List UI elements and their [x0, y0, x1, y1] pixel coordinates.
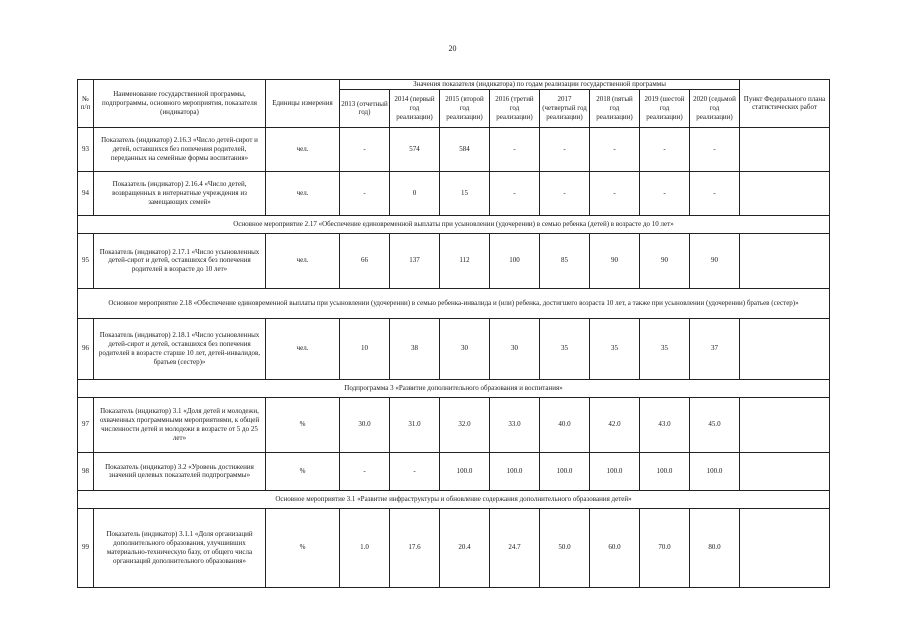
row-value: - [640, 171, 690, 215]
row-value: - [590, 127, 640, 171]
row-value: 37 [690, 318, 740, 379]
row-value: 33.0 [490, 397, 540, 452]
row-value: - [590, 171, 640, 215]
row-value: 100.0 [640, 452, 690, 490]
row-value: - [490, 127, 540, 171]
row-value: - [340, 127, 390, 171]
row-num: 97 [78, 397, 94, 452]
row-value: 60.0 [590, 508, 640, 587]
table-row [78, 171, 830, 215]
table-row [78, 508, 830, 587]
row-value: 43.0 [640, 397, 690, 452]
section-row [78, 379, 830, 397]
row-value: 90 [640, 233, 690, 288]
row-value: 30.0 [340, 397, 390, 452]
row-name: Показатель (индикатор) 2.18.1 «Число усыновленных детей-сирот и детей, оставшихся без попечения родителей в возрасте старше 10 лет, детей-инвалидов, братьев (сестер)» [94, 318, 266, 379]
row-value: - [340, 171, 390, 215]
row-value: 35 [640, 318, 690, 379]
row-value: 35 [590, 318, 640, 379]
header-values-group: Значения показателя (индикатора) по годам реализации государственной программы [340, 80, 740, 90]
page-number: 20 [448, 44, 457, 53]
row-value: - [340, 452, 390, 490]
row-plan [740, 127, 830, 171]
row-value: 35 [540, 318, 590, 379]
row-plan [740, 171, 830, 215]
header-year: 2020 (седьмой год реализации) [690, 89, 740, 127]
header-year: 2014 (первый год реализации) [390, 89, 440, 127]
row-name: Показатель (индикатор) 2.16.4 «Число детей, возвращенных в интернатные учреждения из замещающих семей» [94, 171, 266, 215]
table-row [78, 233, 830, 288]
row-value: 40.0 [540, 397, 590, 452]
row-value: 32.0 [440, 397, 490, 452]
row-unit: % [266, 397, 340, 452]
row-name: Показатель (индикатор) 2.16.3 «Число детей-сирот и детей, оставшихся без попечения родителей, переданных на семейные формы воспитания» [94, 127, 266, 171]
row-unit: чел. [266, 233, 340, 288]
row-plan [740, 452, 830, 490]
row-num: 98 [78, 452, 94, 490]
row-value: 0 [390, 171, 440, 215]
header-name: Наименование государственной программы, подпрограммы, основного мероприятия, показателя (индикатора) [94, 80, 266, 128]
row-name: Показатель (индикатор) 3.2 «Уровень достижения значений целевых показателей подпрограммы» [94, 452, 266, 490]
row-num: 95 [78, 233, 94, 288]
row-name: Показатель (индикатор) 3.1.1 «Доля организаций дополнительного образования, улучшивших материально-техническую базу, от общего числа организаций дополнительного образования» [94, 508, 266, 587]
row-unit: чел. [266, 127, 340, 171]
row-value: 90 [690, 233, 740, 288]
row-value: 70.0 [640, 508, 690, 587]
section-title: Основное мероприятие 2.17 «Обеспечение единовременной выплаты при усыновлении (удочерении) в семью ребенка (детей) в возрасте до 10 лет» [78, 215, 830, 233]
section-title: Основное мероприятие 2.18 «Обеспечение единовременной выплаты при усыновлении (удочерении) в семью ребенка-инвалида и (или) ребенка, достигшего возраста 10 лет, а также при усыновлении (удочерении) братьев (сестер)» [78, 288, 830, 318]
row-plan [740, 508, 830, 587]
header-plan: Пункт Федерального плана статистических работ [740, 80, 830, 128]
row-value: - [390, 452, 440, 490]
row-unit: чел. [266, 171, 340, 215]
row-unit: % [266, 508, 340, 587]
header-unit: Единицы измерения [266, 80, 340, 128]
row-num: 93 [78, 127, 94, 171]
row-plan [740, 318, 830, 379]
row-value: 24.7 [490, 508, 540, 587]
row-value: - [640, 127, 690, 171]
row-value: 42.0 [590, 397, 640, 452]
row-value: 100 [490, 233, 540, 288]
row-value: 584 [440, 127, 490, 171]
row-unit: % [266, 452, 340, 490]
row-value: 1.0 [340, 508, 390, 587]
table-row [78, 397, 830, 452]
row-value: - [540, 171, 590, 215]
row-name: Показатель (индикатор) 3.1 «Доля детей и молодежи, охваченных программными мероприятиями, к общей численности детей и молодежи в возрасте от 5 до 25 лет» [94, 397, 266, 452]
table-row [78, 127, 830, 171]
row-value: 10 [340, 318, 390, 379]
header-year: 2015 (второй год реализации) [440, 89, 490, 127]
section-title: Основное мероприятие 3.1 «Развитие инфраструктуры и обновление содержания дополнительного образования детей» [78, 490, 830, 508]
subprogram-title: Подпрограмма 3 «Развитие дополнительного образования и воспитания» [78, 379, 830, 397]
row-value: 100.0 [540, 452, 590, 490]
indicators-table [77, 79, 830, 588]
row-num: 99 [78, 508, 94, 587]
row-num: 96 [78, 318, 94, 379]
row-plan [740, 397, 830, 452]
row-plan [740, 233, 830, 288]
row-value: 85 [540, 233, 590, 288]
header-num: № п/п [78, 80, 94, 128]
row-value: 17.6 [390, 508, 440, 587]
header-year: 2013 (отчетный год) [340, 89, 390, 127]
header-year: 2019 (шестой год реализации) [640, 89, 690, 127]
row-value: 100.0 [590, 452, 640, 490]
row-value: 45.0 [690, 397, 740, 452]
section-row [78, 215, 830, 233]
row-value: 90 [590, 233, 640, 288]
row-value: 38 [390, 318, 440, 379]
table-row [78, 318, 830, 379]
row-value: 100.0 [490, 452, 540, 490]
row-value: 20.4 [440, 508, 490, 587]
row-value: 31.0 [390, 397, 440, 452]
row-value: 80.0 [690, 508, 740, 587]
row-value: - [690, 127, 740, 171]
row-value: 137 [390, 233, 440, 288]
section-row [78, 288, 830, 318]
row-value: 15 [440, 171, 490, 215]
row-unit: чел. [266, 318, 340, 379]
row-value: 100.0 [690, 452, 740, 490]
header-year: 2016 (третий год реализации) [490, 89, 540, 127]
section-row [78, 490, 830, 508]
row-value: 30 [440, 318, 490, 379]
header-year: 2018 (пятый год реализации) [590, 89, 640, 127]
row-value: 100.0 [440, 452, 490, 490]
row-value: 30 [490, 318, 540, 379]
row-name: Показатель (индикатор) 2.17.1 «Число усыновленных детей-сирот и детей, оставшихся без попечения родителей в возрасте до 10 лет» [94, 233, 266, 288]
row-value: - [540, 127, 590, 171]
table-row [78, 452, 830, 490]
row-value: - [490, 171, 540, 215]
row-value: - [690, 171, 740, 215]
row-value: 112 [440, 233, 490, 288]
row-value: 50.0 [540, 508, 590, 587]
row-value: 66 [340, 233, 390, 288]
row-num: 94 [78, 171, 94, 215]
header-year: 2017 (четвертый год реализации) [540, 89, 590, 127]
row-value: 574 [390, 127, 440, 171]
